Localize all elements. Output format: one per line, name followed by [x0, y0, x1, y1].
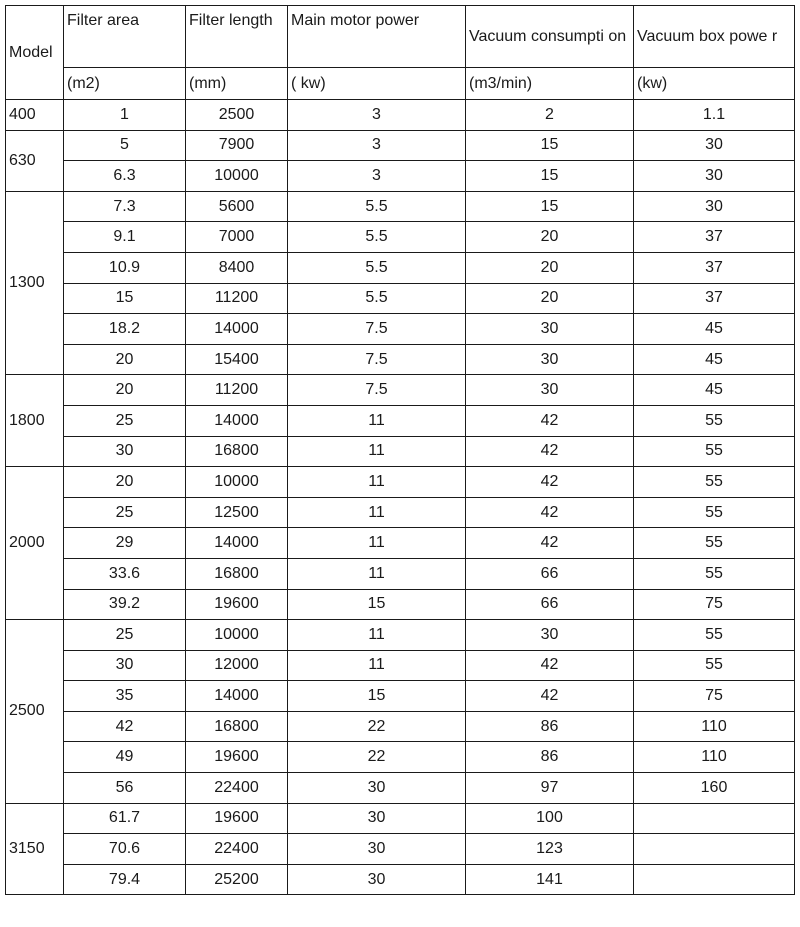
filter-area-cell: 70.6 [64, 834, 186, 865]
main-motor-power-cell: 3 [288, 161, 466, 192]
filter-area-cell: 30 [64, 436, 186, 467]
filter-length-cell: 11200 [186, 283, 288, 314]
vacuum-consumption-cell: 30 [466, 375, 634, 406]
filter-length-cell: 14000 [186, 405, 288, 436]
table-row [6, 467, 795, 498]
vacuum-box-power-cell: 75 [634, 589, 795, 620]
main-motor-power-cell: 7.5 [288, 344, 466, 375]
vacuum-box-power-cell: 75 [634, 681, 795, 712]
main-motor-power-cell: 30 [288, 803, 466, 834]
filter-area-cell: 10.9 [64, 252, 186, 283]
main-motor-power-cell: 7.5 [288, 314, 466, 345]
filter-length-cell: 7900 [186, 130, 288, 161]
vacuum-box-power-cell: 30 [634, 130, 795, 161]
table-row [6, 773, 795, 804]
main-motor-power-cell: 15 [288, 681, 466, 712]
filter-length-cell: 25200 [186, 864, 288, 895]
main-motor-power-cell: 22 [288, 742, 466, 773]
vacuum-consumption-cell: 86 [466, 742, 634, 773]
filter-area-cell: 9.1 [64, 222, 186, 253]
filter-length-cell: 14000 [186, 681, 288, 712]
filter-length-cell: 8400 [186, 252, 288, 283]
vacuum-box-power-cell: 30 [634, 161, 795, 192]
filter-area-cell: 25 [64, 497, 186, 528]
filter-area-cell: 7.3 [64, 191, 186, 222]
model-cell: 400 [6, 100, 64, 131]
model-cell: 2000 [6, 467, 64, 620]
filter-length-cell: 16800 [186, 558, 288, 589]
unit-filter-length: (mm) [186, 68, 288, 100]
vacuum-box-power-cell: 55 [634, 436, 795, 467]
main-motor-power-cell: 11 [288, 436, 466, 467]
filter-length-cell: 14000 [186, 314, 288, 345]
main-motor-power-cell: 5.5 [288, 222, 466, 253]
main-motor-power-cell: 11 [288, 467, 466, 498]
table-row [6, 589, 795, 620]
vacuum-consumption-cell: 42 [466, 436, 634, 467]
filter-area-cell: 49 [64, 742, 186, 773]
filter-length-cell: 22400 [186, 773, 288, 804]
vacuum-consumption-cell: 42 [466, 467, 634, 498]
filter-area-cell: 35 [64, 681, 186, 712]
filter-length-cell: 10000 [186, 161, 288, 192]
table-row [6, 283, 795, 314]
vacuum-consumption-cell: 20 [466, 252, 634, 283]
filter-length-cell: 10000 [186, 467, 288, 498]
filter-area-cell: 5 [64, 130, 186, 161]
main-motor-power-cell: 11 [288, 528, 466, 559]
table-row [6, 650, 795, 681]
filter-length-cell: 15400 [186, 344, 288, 375]
vacuum-consumption-cell: 141 [466, 864, 634, 895]
filter-area-cell: 20 [64, 467, 186, 498]
table-row [6, 375, 795, 406]
filter-area-cell: 33.6 [64, 558, 186, 589]
vacuum-consumption-cell: 42 [466, 528, 634, 559]
table-row [6, 528, 795, 559]
spec-table-body [6, 6, 795, 895]
vacuum-box-power-cell: 37 [634, 252, 795, 283]
vacuum-box-power-cell: 160 [634, 773, 795, 804]
vacuum-consumption-cell: 100 [466, 803, 634, 834]
filter-area-cell: 56 [64, 773, 186, 804]
vacuum-consumption-cell: 86 [466, 711, 634, 742]
vacuum-box-power-cell: 55 [634, 405, 795, 436]
main-motor-power-cell: 30 [288, 773, 466, 804]
main-motor-power-cell: 3 [288, 130, 466, 161]
vacuum-box-power-cell: 55 [634, 650, 795, 681]
header-filter-area: Filter area [64, 6, 186, 68]
filter-area-cell: 1 [64, 100, 186, 131]
vacuum-consumption-cell: 97 [466, 773, 634, 804]
table-row [6, 620, 795, 651]
model-cell: 1300 [6, 191, 64, 375]
filter-length-cell: 12000 [186, 650, 288, 681]
main-motor-power-cell: 30 [288, 864, 466, 895]
unit-vacuum-consumption: (m3/min) [466, 68, 634, 100]
filter-length-cell: 19600 [186, 803, 288, 834]
table-row [6, 314, 795, 345]
filter-area-cell: 25 [64, 620, 186, 651]
filter-area-cell: 6.3 [64, 161, 186, 192]
filter-length-cell: 16800 [186, 711, 288, 742]
table-row [6, 100, 795, 131]
main-motor-power-cell: 3 [288, 100, 466, 131]
filter-length-cell: 19600 [186, 742, 288, 773]
table-row [6, 191, 795, 222]
filter-length-cell: 22400 [186, 834, 288, 865]
vacuum-box-power-cell: 45 [634, 375, 795, 406]
header-vacuum-box-power: Vacuum box powe r [634, 6, 795, 68]
vacuum-box-power-cell: 45 [634, 314, 795, 345]
unit-main-motor-power: ( kw) [288, 68, 466, 100]
table-row [6, 742, 795, 773]
vacuum-box-power-cell: 55 [634, 558, 795, 589]
table-row [6, 436, 795, 467]
filter-area-cell: 25 [64, 405, 186, 436]
vacuum-box-power-cell [634, 864, 795, 895]
vacuum-consumption-cell: 42 [466, 497, 634, 528]
table-row [6, 864, 795, 895]
main-motor-power-cell: 15 [288, 589, 466, 620]
filter-length-cell: 16800 [186, 436, 288, 467]
filter-area-cell: 30 [64, 650, 186, 681]
filter-area-cell: 29 [64, 528, 186, 559]
filter-area-cell: 15 [64, 283, 186, 314]
vacuum-box-power-cell: 55 [634, 467, 795, 498]
vacuum-consumption-cell: 2 [466, 100, 634, 131]
header-row [6, 6, 795, 68]
model-cell: 630 [6, 130, 64, 191]
vacuum-consumption-cell: 123 [466, 834, 634, 865]
main-motor-power-cell: 11 [288, 405, 466, 436]
vacuum-consumption-cell: 15 [466, 191, 634, 222]
table-row [6, 405, 795, 436]
vacuum-consumption-cell: 30 [466, 314, 634, 345]
vacuum-consumption-cell: 42 [466, 405, 634, 436]
model-cell: 1800 [6, 375, 64, 467]
vacuum-box-power-cell: 45 [634, 344, 795, 375]
vacuum-consumption-cell: 66 [466, 589, 634, 620]
table-row [6, 344, 795, 375]
table-row [6, 681, 795, 712]
filter-length-cell: 5600 [186, 191, 288, 222]
header-filter-length: Filter length [186, 6, 288, 68]
filter-area-cell: 18.2 [64, 314, 186, 345]
vacuum-box-power-cell: 55 [634, 497, 795, 528]
filter-length-cell: 19600 [186, 589, 288, 620]
table-row [6, 497, 795, 528]
vacuum-consumption-cell: 66 [466, 558, 634, 589]
filter-length-cell: 11200 [186, 375, 288, 406]
units-row [6, 68, 795, 100]
model-cell: 3150 [6, 803, 64, 895]
unit-vacuum-box-power: (kw) [634, 68, 795, 100]
main-motor-power-cell: 5.5 [288, 283, 466, 314]
main-motor-power-cell: 30 [288, 834, 466, 865]
vacuum-consumption-cell: 30 [466, 344, 634, 375]
vacuum-box-power-cell: 55 [634, 528, 795, 559]
table-row [6, 803, 795, 834]
table-row [6, 252, 795, 283]
table-row [6, 130, 795, 161]
vacuum-consumption-cell: 15 [466, 161, 634, 192]
vacuum-box-power-cell: 110 [634, 711, 795, 742]
vacuum-box-power-cell: 110 [634, 742, 795, 773]
main-motor-power-cell: 11 [288, 558, 466, 589]
vacuum-box-power-cell: 1.1 [634, 100, 795, 131]
vacuum-consumption-cell: 20 [466, 222, 634, 253]
filter-length-cell: 12500 [186, 497, 288, 528]
main-motor-power-cell: 11 [288, 497, 466, 528]
main-motor-power-cell: 11 [288, 650, 466, 681]
vacuum-consumption-cell: 30 [466, 620, 634, 651]
filter-length-cell: 10000 [186, 620, 288, 651]
vacuum-box-power-cell: 37 [634, 283, 795, 314]
vacuum-consumption-cell: 42 [466, 681, 634, 712]
vacuum-box-power-cell: 37 [634, 222, 795, 253]
table-row [6, 558, 795, 589]
filter-length-cell: 14000 [186, 528, 288, 559]
main-motor-power-cell: 5.5 [288, 252, 466, 283]
header-model: Model [6, 6, 64, 100]
vacuum-box-power-cell: 55 [634, 620, 795, 651]
table-row [6, 834, 795, 865]
filter-area-cell: 42 [64, 711, 186, 742]
main-motor-power-cell: 22 [288, 711, 466, 742]
vacuum-consumption-cell: 15 [466, 130, 634, 161]
vacuum-box-power-cell: 30 [634, 191, 795, 222]
table-row [6, 711, 795, 742]
main-motor-power-cell: 7.5 [288, 375, 466, 406]
filter-area-cell: 39.2 [64, 589, 186, 620]
main-motor-power-cell: 5.5 [288, 191, 466, 222]
unit-filter-area: (m2) [64, 68, 186, 100]
filter-area-cell: 79.4 [64, 864, 186, 895]
filter-area-cell: 20 [64, 375, 186, 406]
filter-area-cell: 61.7 [64, 803, 186, 834]
table-row [6, 222, 795, 253]
vacuum-box-power-cell [634, 834, 795, 865]
filter-length-cell: 2500 [186, 100, 288, 131]
vacuum-consumption-cell: 42 [466, 650, 634, 681]
filter-length-cell: 7000 [186, 222, 288, 253]
header-main-motor-power: Main motor power [288, 6, 466, 68]
table-row [6, 161, 795, 192]
model-cell: 2500 [6, 620, 64, 804]
header-vacuum-consumption: Vacuum consumpti on [466, 6, 634, 68]
main-motor-power-cell: 11 [288, 620, 466, 651]
vacuum-consumption-cell: 20 [466, 283, 634, 314]
vacuum-box-power-cell [634, 803, 795, 834]
filter-area-cell: 20 [64, 344, 186, 375]
spec-table [5, 5, 795, 895]
